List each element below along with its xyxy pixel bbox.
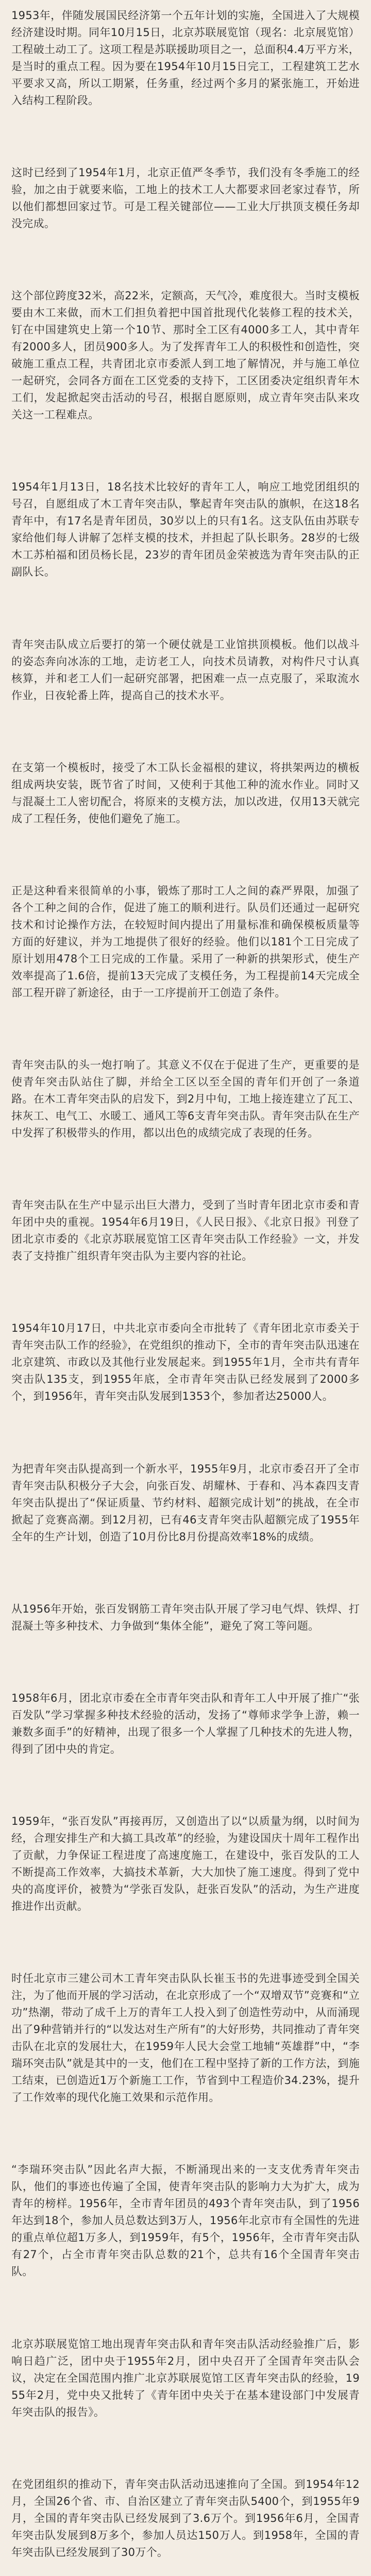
paragraph: 1953年，伴随发展国民经济第一个五年计划的实施，全国进入了大规模经济建设时期。同年10月15日，北京苏联展览馆（现名：北京展览馆）工程破土动工了。这项工程是苏联援助项目之一，总面积4.4万平方米，是当时的重点工程。因为要在1954年10月15日完工，工程建筑工艺水平要求又高，所以工期紧，任务重，经过两个多月的紧张施工，开始进入结构工程阶段。	[11, 9, 360, 107]
paragraph: 青年突击队的头一炮打响了。其意义不仅在于促进了生产，更重要的是使青年突击队站住了脚，并给全工区以至全国的青年们开创了一条道路。在木工青年突击队的启发下，到2月中旬，工地上接连建立了瓦工、抹灰工、电气工、水暖工、通风工等6支青年突击队。青年突击队在生产中发挥了积极带头的作用，都以出色的成绩完成了表现的任务。	[11, 1059, 360, 1140]
paragraph: 在党团组织的推动下，青年突击队活动迅速推向了全国。到1954年12月，全国26个省、市、自治区建立了青年突击队5400个，到1955年9月，全国的青年突击队已经发展到了3.6万个。到1956年6月，全国青年突击队发展到8万多个，参加人员达150万人。到1958年，全国的青年突击队已经发展到了30万个。	[11, 2478, 360, 2558]
paragraph: 青年突击队在生产中显示出巨大潜力，受到了当时青年团北京市委和青年团中央的重视。1954年6月19日，《人民日报》、《北京日报》刊登了团北京市委的《北京苏联展览馆工区青年突击队工作经验》一文，并发表了支持推广组织青年突击队为主要内容的社论。	[11, 1199, 360, 1263]
paragraph: 1959年，“张百发队”再接再厉，又创造出了以“以质量为纲，以时间为经，合理安排生产和大搞工具改革”的经验，为建设国庆十周年工程作出了贡献，力争保证工程进度了高速度施工，在建设中，张百发队的工人不断提高工作效率，大搞技术革新，大大加快了施工速度。得到了党中央的高度评价，被赞为“学张百发队，赶张百发队”的活动，为生产进度推进作出贡献。	[11, 1815, 360, 1913]
paragraph: 这个部位跨度32米，高22米，定额高，天气冷，难度很大。当时支模板要由木工来做，而木工们担负着把中国首批现代化装修工程的技术关，钉在中国建筑史上第一个10节、那时全工区有4000多工人，其中青年有2000多人，团员900多人。为了发挥青年工人的积极性和创造性，突破施工重点工程，共青团北京市委派人到工地了解情况，并与施工单位一起研究，会同各方面在工区党委的支持下，工区团委决定组织青年木工们，发起掀起突击活动的号召，根据自愿原则，成立青年突击队来攻关这一工程难点。	[11, 290, 360, 421]
article-body	[11, 7, 360, 2576]
paragraph: 青年突击队成立后要打的第一个硬仗就是工业馆拱顶模板。他们以战斗的姿态奔向冰冻的工地，走访老工人，向技术员请教，对构件尺寸认真核算，并和老工人们一起研究部署，把困难一点一点克服了，采取流水作业，日夜轮番上阵，提高自己的技术水平。	[11, 638, 360, 702]
paragraph: “李瑞环突击队”因此名声大振，不断涌现出来的一支支优秀青年突击队，他们的事迹也传遍了全国，使青年突击队的影响力大为扩大，成为青年的榜样。1956年，全市青年团员的493个青年突击队，到了1956年达到18个，参加人员总数达到3万人，1956年北京市有全国性的先进的重点单位超1万多人，到1959年，有5个，1956年，全市青年突击队有27个，占全市青年突击队总数的21个，总共有16个全国青年突击队。	[11, 2163, 360, 2278]
paragraph: 时任北京市三建公司木工青年突击队队长崔玉书的先进事迹受到全国关注，为了他而开展的学习活动，在北京形成了一个“双增双节”竞赛和“立功”热潮，带动了成千上万的青年工人投入到了创造性劳动中，从而涌现出了9种营销并行的“以发达对生产所有”的大好形势，共同推动了青年突击队在北京的发展壮大，在1959年人民大会堂工地辅“英雄群”中，“李瑞环突击队”就是其中的一支，他们在工程中坚持了新的工作方法，到施工结束，已创造近1万个新施工工作，节省到中工程造价34.23%，提升了工作效率的现代化施工效果和示范作用。	[11, 1972, 360, 2104]
paragraph: 北京苏联展览馆工地出现青年突击队和青年突击队活动经验推广后，影响日趋广泛，团中央于1955年2月，团中央召开了全国青年突击队会议，决定在全国范围内推广北京苏联展览馆工区青年突击队的经验，1955年2月，党中央又批转了《青年团中央关于在基本建设部门中发展青年突击队的报告》。	[11, 2337, 360, 2418]
paragraph: 1954年10月17日，中共北京市委向全市批转了《青年团北京市委关于青年突击队工作的经验》，在党组织的推动下，全市的青年突击队迅速在北京建筑、市政以及其他行业发展起来。到1955年1月，全市共有青年突击队135支，到1955年底，全市青年突击队已经发展到了2000多个，到1956年，青年突击队发展到1353个，参加者达25000人。	[11, 1322, 360, 1403]
paragraph: 1954年1月13日，18名技术比较好的青年工人，响应工地党团组织的号召，自愿组成了木工青年突击队，擎起青年突击队的旗帜，在这18名青年中，有17名是青年团员，30岁以上的只有1名。这支队伍由苏联专家给他们每人讲解了怎样支模的技术，并担起了队长职务。28岁的七级木工苏柏福和团员杨长昆，23岁的青年团员金荣被选为青年突击队的正副队长。	[11, 481, 360, 579]
paragraph: 从1956年开始，张百发钢筋工青年突击队开展了学习电气焊、铁焊、打混凝土等多种技术、力争做到“集体全能”，避免了窝工等问题。	[11, 1602, 360, 1632]
paragraph: 1958年6月，团北京市委在全市青年突击队和青年工人中开展了推广“张百发队”学习掌握多种技术经验的活动，发扬了“尊师求学争上游，赖一兼数多面手”的好精神，出现了很多一个人掌握了几种技术的先进人物，得到了团中央的肯定。	[11, 1691, 360, 1755]
paragraph: 正是这种看来很简单的小事，锻炼了那时工人之间的森严界限，加强了各个工种之间的合作，促进了施工的顺利进行。队员们还通过一起研究技术和讨论操作方法，在较短时间内提出了用量标准和确保模板质量等方面的好建议，并为工地提供了很好的经验。他们以181个工日完成了原计划用478个工日完成的工作量。采用了一种新的拱架形式，使生产效率提高了1.6倍，提前13天完成了支模任务，为工程提前14天完成全部工程开辟了新途径，由于一工序提前开工创造了条件。	[11, 884, 360, 999]
paragraph: 这时已经到了1954年1月，北京正值严冬季节，我们没有冬季施工的经验，加之由于就要来临，工地上的技术工人大都要求回老家过春节，所以他们都想回家过节。可是工程关键部位——工业大厅拱顶支模任务却没完成。	[11, 166, 360, 230]
paragraph: 在支第一个模板时，接受了木工队长金福根的建议，将拱架两边的横板组成两块安装，既节省了时间，又使利于其他工种的流水作业。同时又与混凝土工人密切配合，将原来的支模方法，加以改进，仅用13天就完成了工程任务，使他们避免了施工。	[11, 761, 360, 825]
paragraph: 为把青年突击队提高到一个新水平，1955年9月，北京市委召开了全市青年突击队积极分子大会，向张百发、胡耀林、于春和、冯本森四支青年突击队提出了“保证质量、节约材料、超额完成计划”的挑战，在全市掀起了竞赛高潮。到12月初，已有46支青年突击队超额完成了1955年全年的生产计划，创造了10月份比8月份提高效率18%的成绩。	[11, 1462, 360, 1543]
